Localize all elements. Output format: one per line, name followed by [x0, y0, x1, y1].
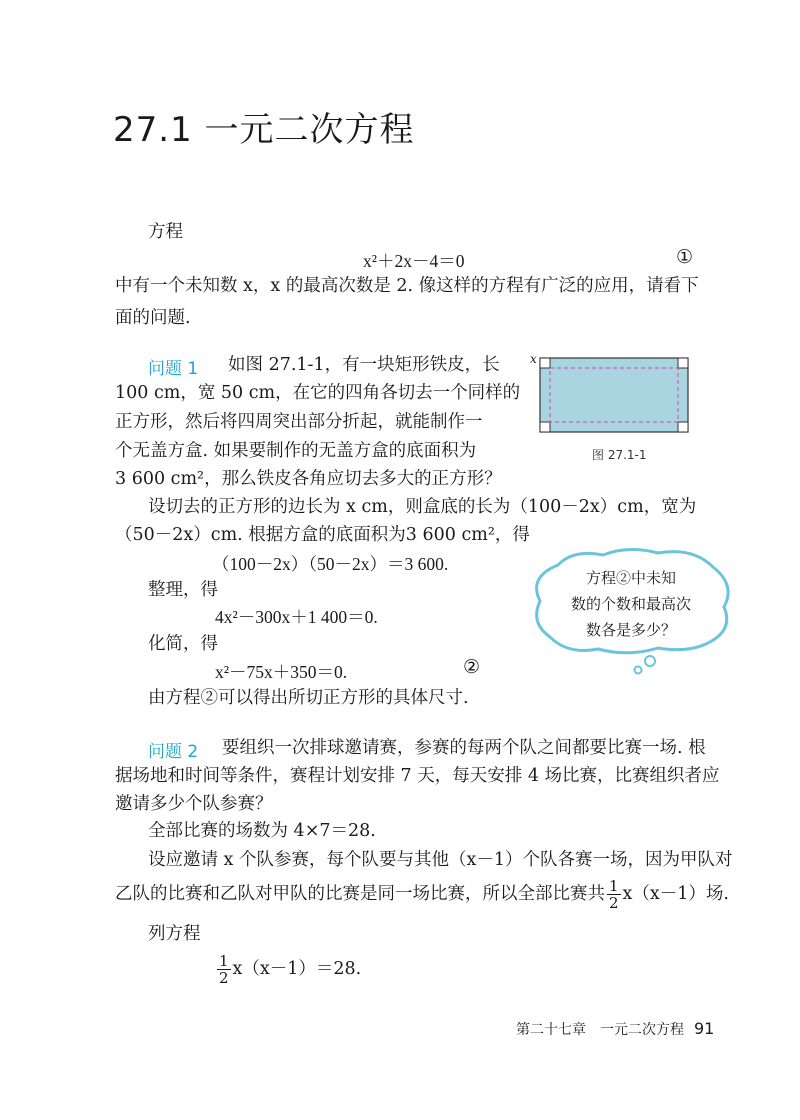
solution-1-equation-2: 4x²－300x＋1 400＝0.: [215, 607, 378, 627]
page-number: 91: [694, 1019, 715, 1038]
solution-1-line-1: 设切去的正方形的边长为 x cm，则盒底的长为（100－2x）cm，宽为: [148, 497, 697, 517]
fraction-one-half: [217, 953, 231, 986]
problem-2-line-1: 要组织一次排球邀请赛，参赛的每两个队之间都要比赛一场. 根: [222, 738, 706, 758]
figure-caption: 图 27.1-1: [592, 448, 647, 462]
problem-2-line-5: 设应邀请 x 个队参赛，每个队要与其他（x－1）个队各赛一场，因为甲队对: [148, 850, 733, 870]
problem-1-line-3: 正方形，然后将四周突出部分折起，就能制作一: [115, 412, 483, 432]
problem-2-line-2: 据场地和时间等条件，赛程计划安排 7 天，每天安排 4 场比赛，比赛组织者应: [115, 766, 720, 786]
fraction-numerator: 1: [219, 952, 229, 970]
solution-1-step-2: 化简，得: [148, 634, 218, 654]
problem-1-line-4: 个无盖方盒. 如果要制作的无盖方盒的底面积为: [115, 441, 477, 461]
problem-2-tag: 问题 2: [148, 742, 199, 762]
footer-chapter: 第二十七章 一元二次方程: [516, 1022, 684, 1038]
solution-1-equation-3: x²－75x＋350＝0.: [215, 662, 348, 682]
page-footer: [516, 1019, 714, 1039]
problem-1-line-5: 3 600 cm²，那么铁皮各角应切去多大的正方形？: [115, 469, 502, 489]
corner-square: [678, 358, 688, 368]
problem-2-equation-rest: x（x－1）＝28.: [232, 959, 362, 979]
figure-x-label: x: [530, 352, 537, 366]
fraction-denominator: 2: [219, 969, 229, 987]
problem-2-line-6-end: x（x－1）场.: [622, 884, 729, 904]
problem-2-line-4: 全部比赛的场数为 4×7＝28.: [148, 821, 376, 841]
metal-sheet: [540, 358, 688, 432]
solution-1-step-1: 整理，得: [148, 580, 218, 600]
solution-1-conclusion: 由方程②可以得出所切正方形的具体尺寸.: [148, 688, 469, 708]
fraction-numerator: 1: [609, 877, 619, 895]
fraction-one-half: [607, 878, 621, 911]
cloud-line-3: 数各是多少？: [585, 621, 676, 639]
problem-2-equation: [215, 953, 361, 986]
equation-marker-2: ②: [463, 656, 481, 678]
problem-1-tag: 问题 1: [148, 359, 199, 379]
equation-marker-1: ①: [676, 246, 694, 268]
intro-equation: x²＋2x－4＝0: [363, 251, 465, 271]
intro-line-1: 中有一个未知数 x，x 的最高次数是 2. 像这样的方程有广泛的应用，请看下: [115, 276, 699, 296]
intro-line-2: 面的问题.: [115, 308, 191, 328]
cloud-line-1: 方程②中未知: [585, 569, 676, 587]
thought-cloud: [528, 545, 738, 675]
cloud-line-2: 数的个数和最高次: [570, 595, 691, 613]
problem-1-line-2: 100 cm，宽 50 cm，在它的四角各切去一个同样的: [115, 383, 521, 403]
corner-square: [540, 358, 550, 368]
problem-2-line-3: 邀请多少个队参赛？: [115, 794, 273, 814]
corner-square: [678, 422, 688, 432]
problem-1-line-1: 如图 27.1-1，有一块矩形铁皮，长: [228, 355, 500, 375]
problem-2-line-6-text: 乙队的比赛和乙队对甲队的比赛是同一场比赛，所以全部比赛共: [115, 884, 605, 904]
corner-square: [540, 422, 550, 432]
fraction-denominator: 2: [609, 894, 619, 912]
figure-27-1-1: [528, 350, 698, 440]
page-title: 27.1 一元二次方程: [113, 110, 415, 150]
solution-1-line-2: （50－2x）cm. 根据方盒的底面积为3 600 cm²，得: [115, 525, 530, 545]
solution-1-equation-1: （100－2x）（50－2x）＝3 600.: [212, 554, 449, 574]
intro-label: 方程: [148, 222, 183, 242]
problem-2-line-7: 列方程: [148, 924, 201, 944]
problem-2-line-6: [115, 878, 729, 911]
metal-sheet-diagram: [528, 350, 698, 440]
